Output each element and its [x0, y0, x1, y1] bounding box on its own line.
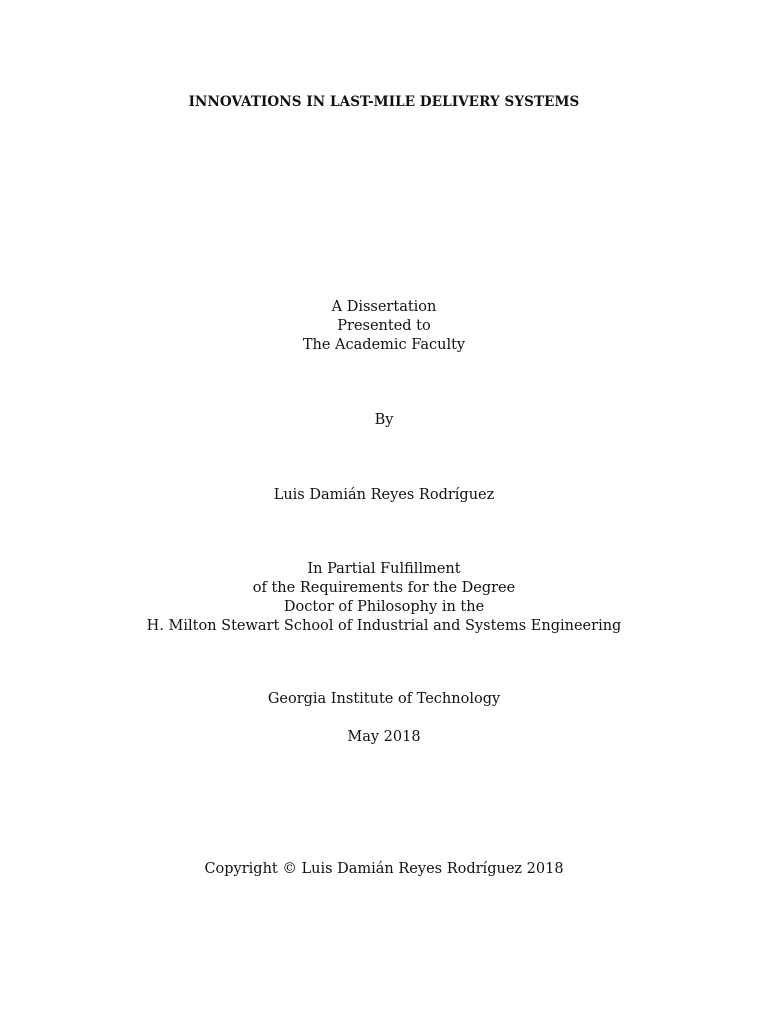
submission-line-1: A Dissertation — [331, 299, 437, 315]
submission-statement — [0, 298, 768, 355]
degree-statement — [0, 560, 768, 636]
fulfillment-line-2: of the Requirements for the Degree — [252, 580, 516, 596]
fulfillment-line-4: H. Milton Stewart School of Industrial and Systems Engineering — [146, 618, 622, 634]
fulfillment-line-1: In Partial Fulfillment — [307, 561, 461, 577]
by-label: By — [374, 412, 394, 428]
institution-name: Georgia Institute of Technology — [267, 691, 501, 707]
fulfillment-line-3: Doctor of Philosophy in the — [283, 599, 485, 615]
submission-line-3: The Academic Faculty — [302, 337, 466, 353]
dissertation-title: INNOVATIONS IN LAST-MILE DELIVERY SYSTEMS — [188, 94, 580, 110]
submission-date: May 2018 — [347, 729, 421, 745]
copyright-notice: Copyright © Luis Damián Reyes Rodríguez 2018 — [204, 861, 564, 877]
submission-line-2: Presented to — [337, 318, 431, 334]
author-name: Luis Damián Reyes Rodríguez — [273, 487, 495, 503]
